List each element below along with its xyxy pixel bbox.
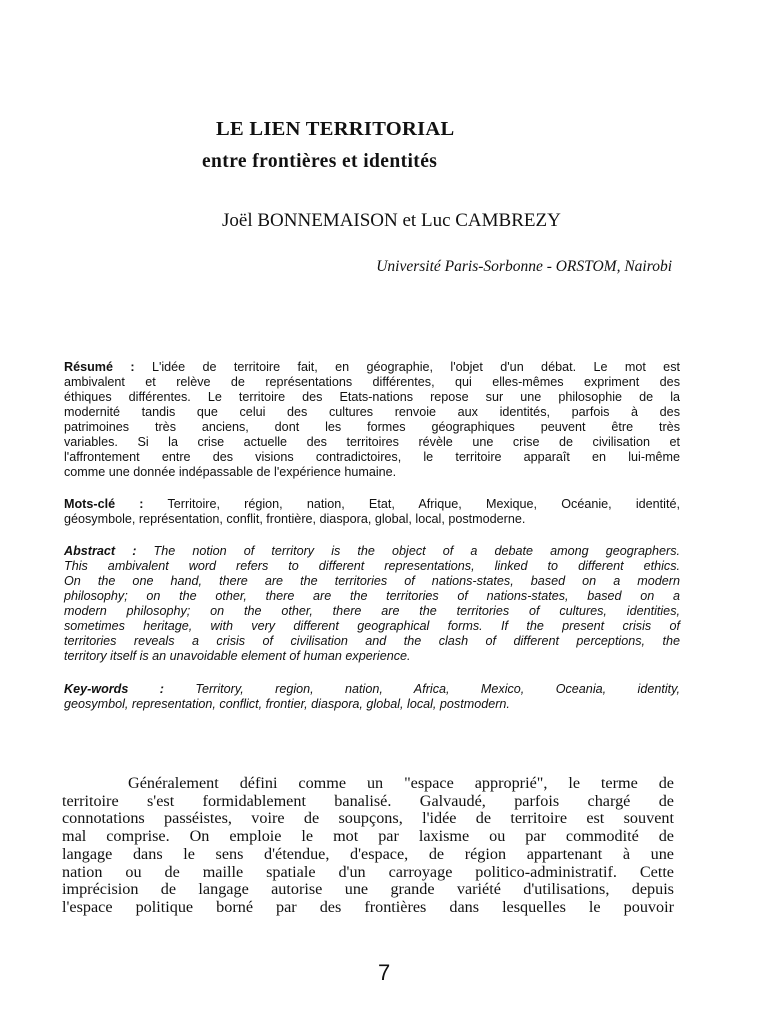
body-line-2: territoire s'est formidablement banalisé. Galvaudé, parfois chargé de [62, 791, 674, 810]
body-line-5: langage dans le sens d'étendue, d'espace, de région appartenant à une [62, 844, 674, 863]
body-line-1: Généralement défini comme un "espace approprié", le terme de [128, 774, 674, 792]
resume-line-4: modernité tandis que celui des cultures renvoie aux identités, parfois à des [64, 405, 680, 419]
resume-line-1: Résumé : L'idée de territoire fait, en géographie, l'objet d'un débat. Le mot est [64, 360, 680, 374]
resume-line-8: comme une donnée indépassable de l'expérience humaine. [64, 465, 397, 479]
body-line-7: imprécision de langage autorise une grande variété d'utilisations, depuis [62, 880, 674, 899]
abstract-line-6: sometimes heritage, with very different geographical forms. If the present crisis of [64, 619, 680, 633]
mots-cle-label: Mots-clé : [64, 497, 144, 511]
resume-line-6: variables. Si la crise actuelle des territoires révèle une crise de civilisation et [64, 435, 680, 449]
abstract-line-1: Abstract : The notion of territory is the object of a debate among geographers. [64, 544, 680, 558]
abstract-line-4: philosophy; on the other, there are the territories of nations-states, based on a [64, 589, 680, 603]
resume-line-5: patrimoines très anciens, dont les formes géographiques peuvent être très [64, 420, 680, 434]
abstract-block [64, 544, 680, 664]
abstract-label: Abstract : [64, 544, 137, 558]
resume-line-2: ambivalent et relève de représentations différentes, qui elles-mêmes expriment des [64, 375, 680, 389]
authors-line: Joël BONNEMAISON et Luc CAMBREZY [222, 210, 561, 231]
article-title: LE LIEN TERRITORIAL [216, 118, 455, 140]
abstract-line-2: This ambivalent word refers to different representations, linked to different ethics. [64, 559, 680, 573]
abstract-line-7: territories reveals a crisis of civilisation and the clash of different perceptions, the [64, 634, 680, 648]
abstract-line-3: On the one hand, there are the territories of nations-states, based on a modern [64, 574, 680, 588]
body-line-4: mal comprise. On emploie le mot par laxisme ou par commodité de [62, 827, 674, 846]
keywords-line-1: Key-words : Territory, region, nation, Africa, Mexico, Oceania, identity, [64, 682, 680, 696]
page-number: 7 [378, 960, 391, 985]
mots-cle-line-2: géosymbole, représentation, conflit, frontière, diaspora, global, local, postmoderne. [64, 512, 526, 526]
abstract-line-8: territory itself is an unavoidable element of human experience. [64, 649, 411, 663]
keywords-block [64, 682, 680, 712]
keywords-label: Key-words : [64, 682, 164, 696]
mots-cle-line-1: Mots-clé : Territoire, région, nation, Etat, Afrique, Mexique, Océanie, identité, [64, 497, 680, 511]
resume-line-7: l'affrontement entre des visions contradictoires, le territoire apparaît en lui-même [64, 450, 680, 464]
resume-line-3: éthiques différentes. Le territoire des Etats-nations repose sur une philosophie de la [64, 390, 680, 404]
article-subtitle: entre frontières et identités [202, 151, 438, 172]
keywords-line-2: geosymbol, representation, conflict, frontier, diaspora, global, local, postmodern. [64, 697, 510, 711]
mots-cle-block [64, 497, 680, 527]
body-line-6: nation ou de maille spatiale d'un carroyage politico-administratif. Cette [62, 862, 674, 881]
resume-label: Résumé : [64, 360, 135, 374]
resume-block [64, 360, 680, 480]
body-paragraph [62, 775, 674, 917]
body-line-8: l'espace politique borné par des frontières dans lesquelles le pouvoir [62, 897, 674, 916]
body-line-3: connotations passéistes, voire de soupçons, l'idée de territoire est souvent [62, 809, 674, 828]
affiliation-line: Université Paris-Sorbonne - ORSTOM, Nairobi [376, 258, 672, 275]
abstract-line-5: modern philosophy; on the other, there are the territories of cultures, identities, [64, 604, 680, 618]
